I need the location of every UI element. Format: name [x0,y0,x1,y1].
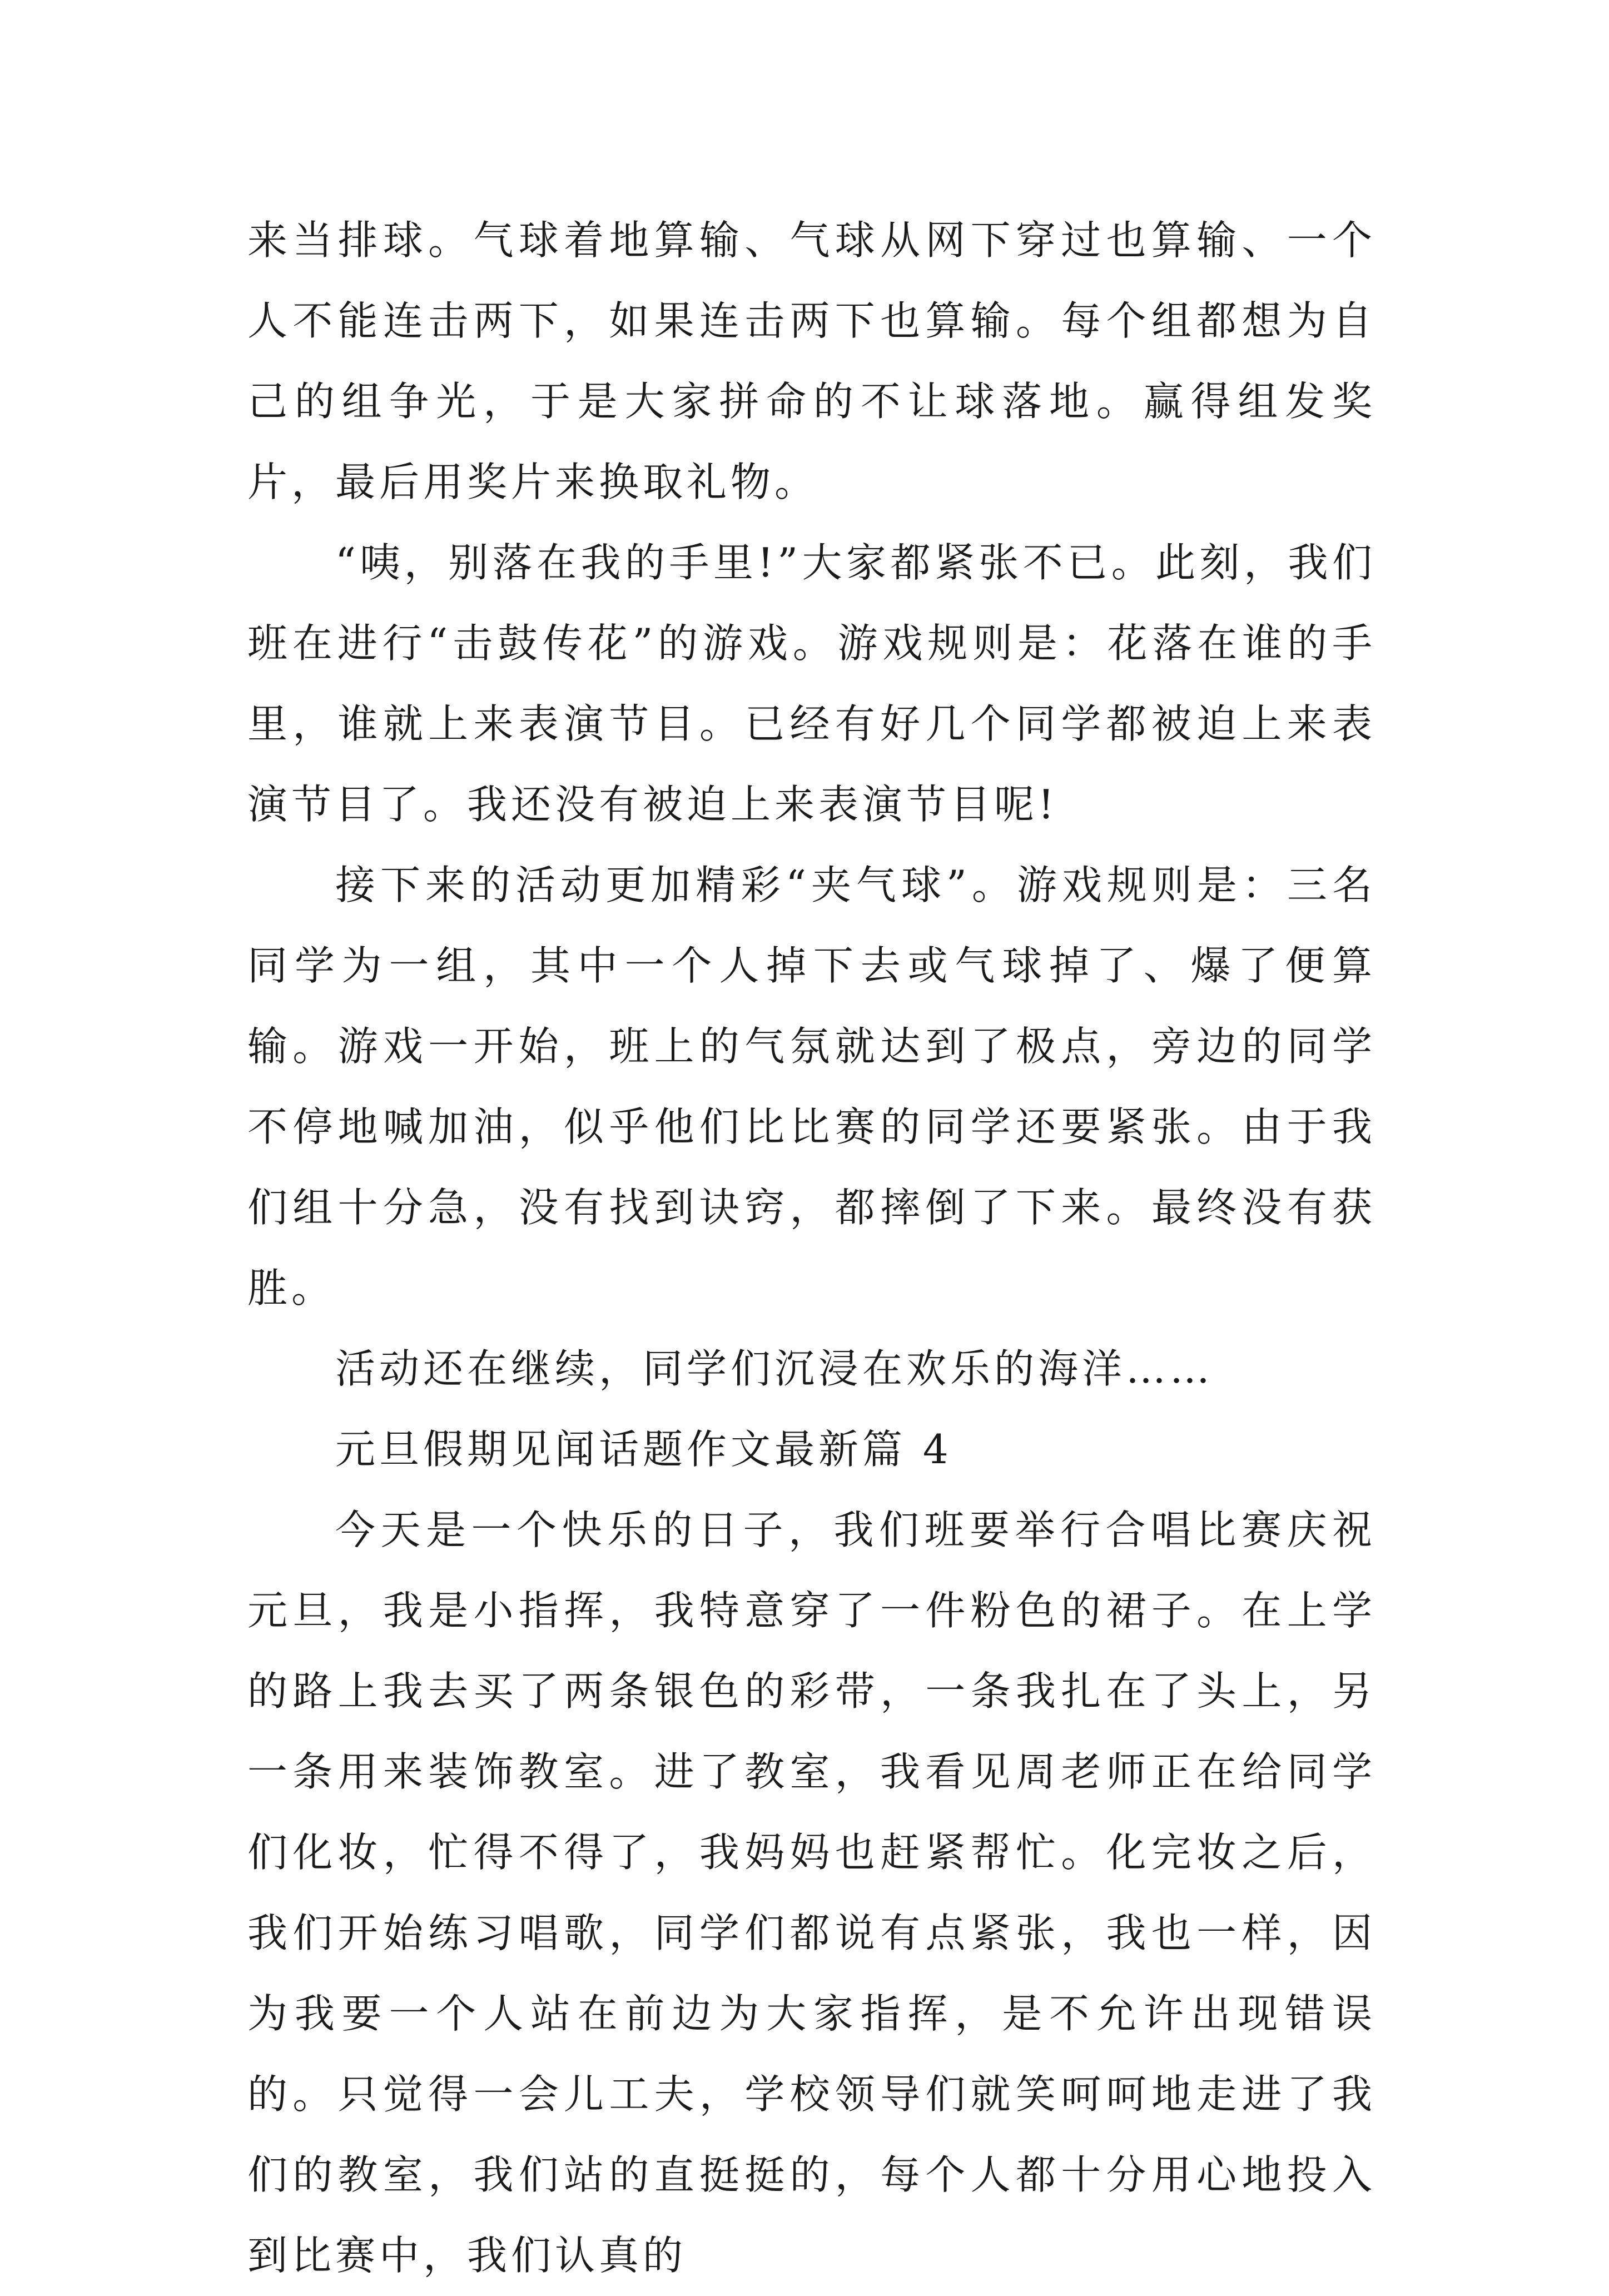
paragraph-balloon-game: 接下来的活动更加精彩“夹气球”。游戏规则是：三名同学为一组，其中一个人掉下去或气球掉了、爆了便算输。游戏一开始，班上的气氛就达到了极点，旁边的同学不停地喊加油，似乎他们比比赛的同学还要紧张。由于我们组十分急，没有找到诀窍，都摔倒了下来。最终没有获胜。 [247,862,1376,1311]
paragraph-continued: 来当排球。气球着地算输、气球从网下穿过也算输、一个人不能连击两下，如果连击两下也算输。每个组都想为自己的组争光，于是大家拼命的不让球落地。赢得组发奖片，最后用奖片来换取礼物。 [247,217,1376,505]
paragraph-chorus-contest: 今天是一个快乐的日子，我们班要举行合唱比赛庆祝元旦，我是小指挥，我特意穿了一件粉色的裙子。在上学的路上我去买了两条银色的彩带，一条我扎在了头上，另一条用来装饰教室。进了教室，我看见周老师正在给同学们化妆，忙得不得了，我妈妈也赶紧帮忙。化完妆之后，我们开始练习唱歌，同学们都说有点紧张，我也一样，因为我要一个人站在前边为大家指挥，是不允许出现错误的。只觉得一会儿工夫，学校领导们就笑呵呵地走进了我们的教室，我们站的直挺挺的，每个人都十分用心地投入到比赛中，我们认真的 [247,1507,1376,2279]
section-heading: 元旦假期见闻话题作文最新篇 4 [335,1426,952,1473]
paragraph-drum-game: “咦，别落在我的手里!”大家都紧张不已。此刻，我们班在进行“击鼓传花”的游戏。游戏规则是：花落在谁的手里，谁就上来表演节目。已经有好几个同学都被迫上来表演节目了。我还没有被迫上来表演节目呢! [247,539,1376,828]
document-body [247,200,1376,2296]
paragraph-activity-continues: 活动还在继续，同学们沉浸在欢乐的海洋…… [335,1345,1214,1392]
